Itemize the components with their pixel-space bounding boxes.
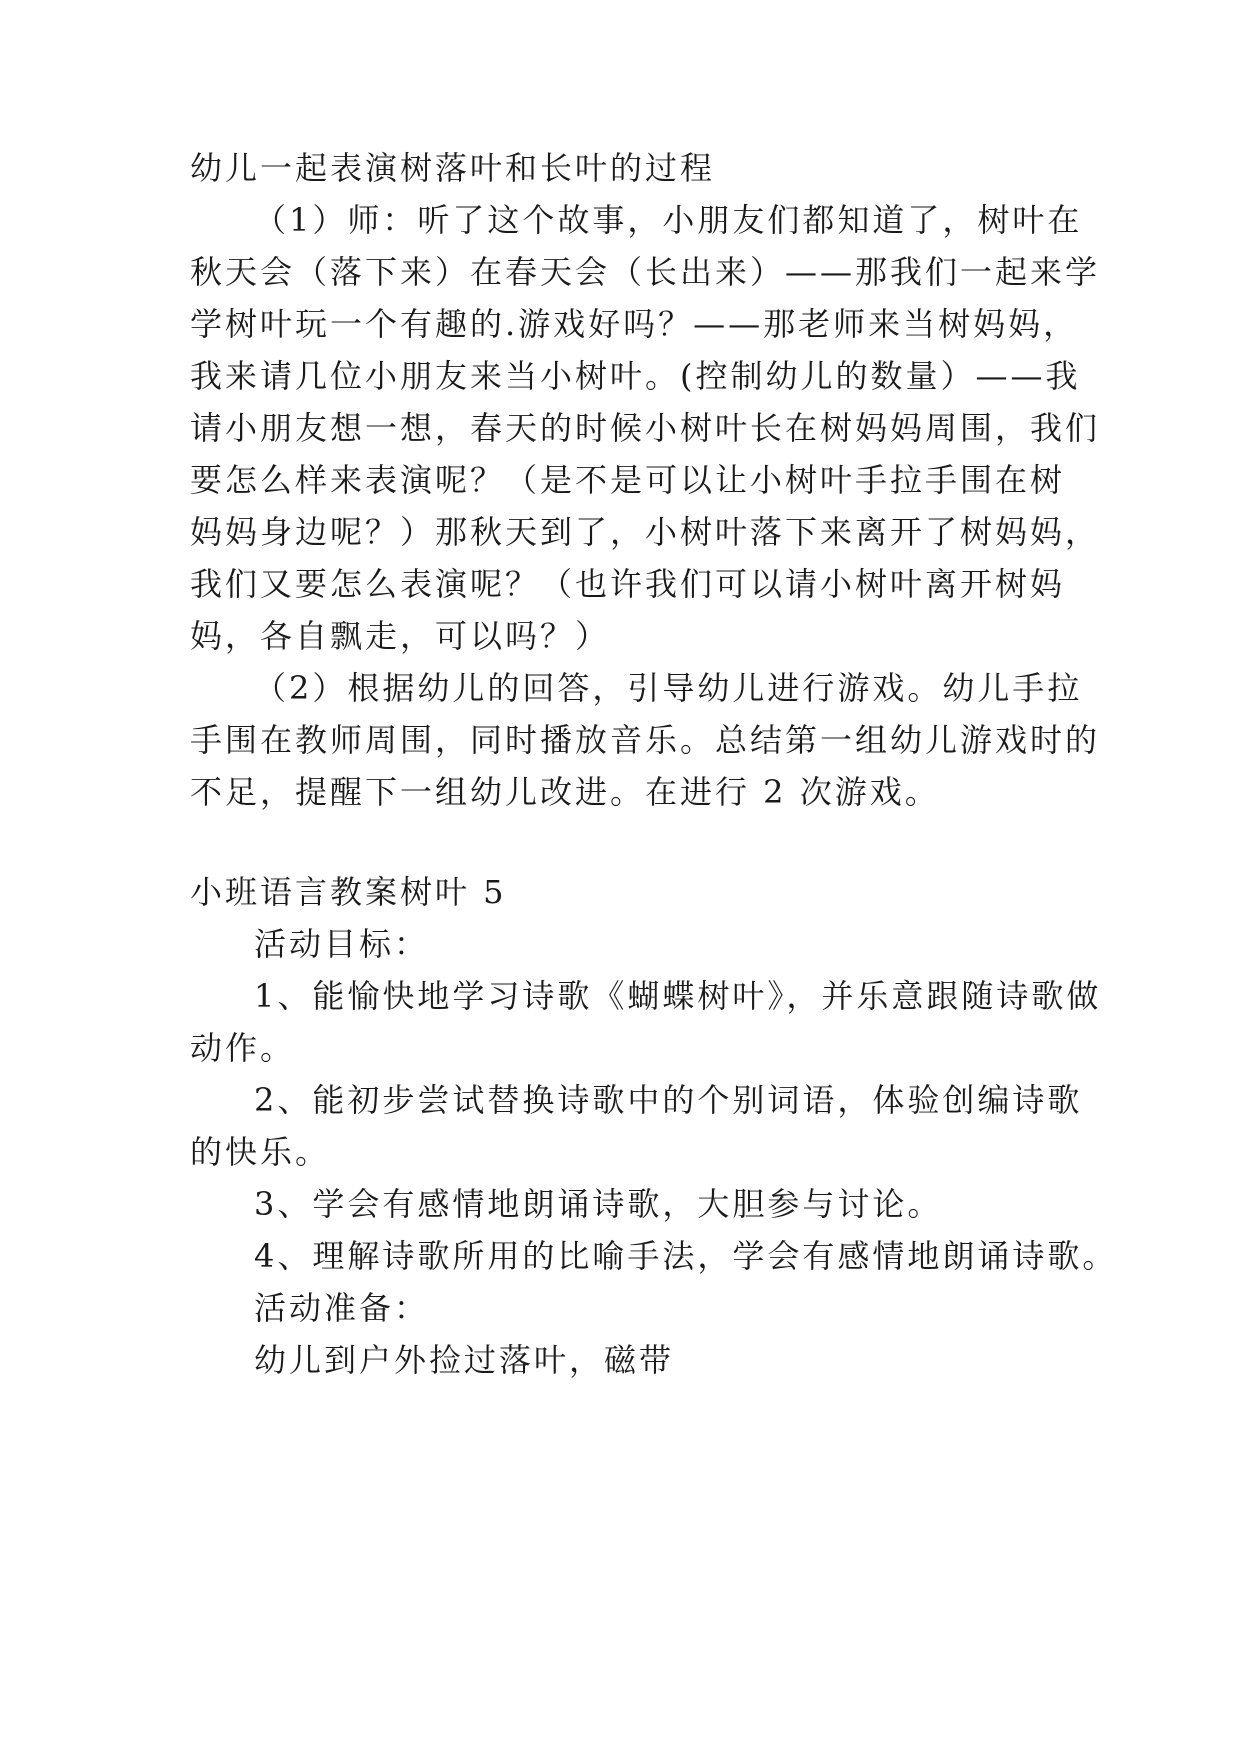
text-line: 幼儿到户外捡过落叶，磁带 — [254, 1341, 675, 1379]
text-line: 不足，提醒下一组幼儿改进。在进行 2 次游戏。 — [190, 773, 940, 811]
text-line: 4、理解诗歌所用的比喻手法，学会有感情地朗诵诗歌。 — [254, 1237, 1118, 1275]
section-heading: 小班语言教案树叶 5 — [190, 873, 507, 911]
text-line: 要怎么样来表演呢？（是不是可以让小树叶手拉手围在树 — [190, 461, 1066, 499]
text-line: 妈，各自飘走，可以吗？） — [190, 617, 611, 655]
text-line: 请小朋友想一想，春天的时候小树叶长在树妈妈周围，我们 — [190, 409, 1101, 447]
text-line: 动作。 — [190, 1029, 296, 1067]
text-line: 手围在教师周围，同时播放音乐。总结第一组幼儿游戏时的 — [190, 721, 1101, 759]
text-line: 活动目标： — [254, 925, 430, 963]
text-line: 我们又要怎么表演呢？（也许我们可以请小树叶离开树妈 — [190, 565, 1066, 603]
text-line: 幼儿一起表演树落叶和长叶的过程 — [190, 149, 716, 187]
text-line: 我来请几位小朋友来当小树叶。(控制幼儿的数量）——我 — [190, 357, 1081, 395]
text-line: 2、能初步尝试替换诗歌中的个别词语，体验创编诗歌 — [254, 1081, 1083, 1119]
text-line: 秋天会（落下来）在春天会（长出来）——那我们一起来学 — [190, 253, 1101, 291]
text-line: 妈妈身边呢？）那秋天到了，小树叶落下来离开了树妈妈， — [190, 513, 1101, 551]
text-line: 的快乐。 — [190, 1133, 331, 1171]
text-line: 3、学会有感情地朗诵诗歌，大胆参与讨论。 — [254, 1185, 943, 1223]
text-line: 1、能愉快地学习诗歌《蝴蝶树叶》，并乐意跟随诗歌做 — [254, 977, 1102, 1015]
text-line: 活动准备： — [254, 1289, 430, 1327]
text-line: （2）根据幼儿的回答，引导幼儿进行游戏。幼儿手拉 — [254, 669, 1083, 707]
text-line: （1）师：听了这个故事，小朋友们都知道了，树叶在 — [254, 201, 1083, 239]
text-line: 学树叶玩一个有趣的.游戏好吗？——那老师来当树妈妈， — [190, 305, 1079, 343]
